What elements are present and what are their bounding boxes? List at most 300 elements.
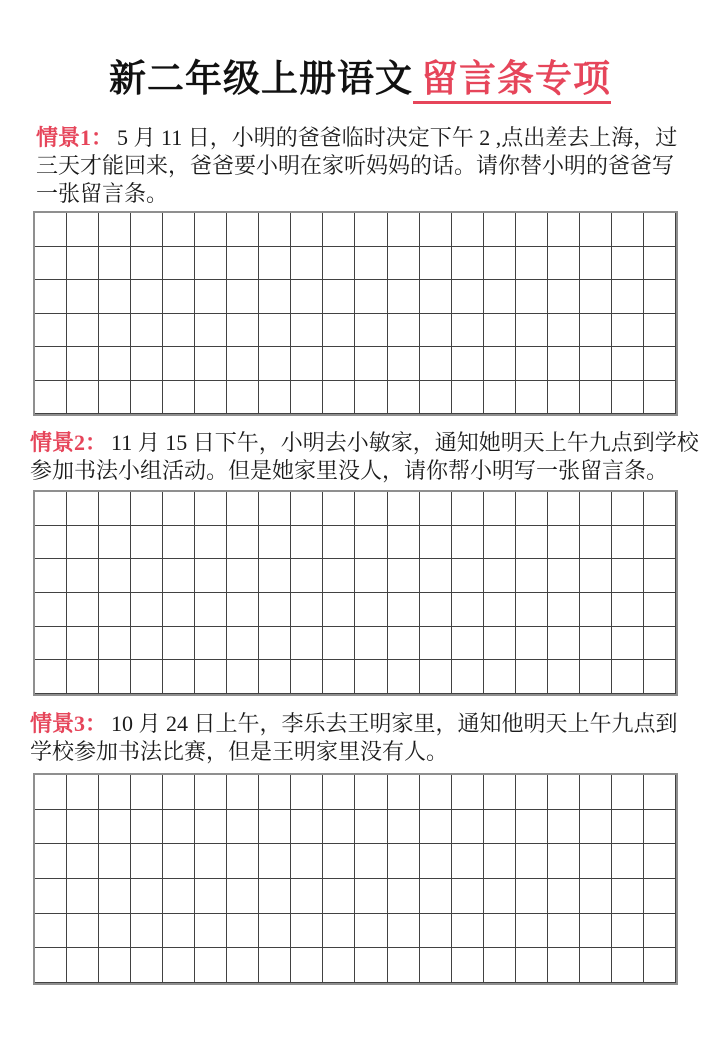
- writing-cell: [99, 280, 131, 314]
- writing-cell: [291, 627, 323, 661]
- writing-cell: [644, 347, 676, 381]
- writing-cell: [163, 381, 195, 415]
- writing-cell: [612, 879, 644, 914]
- scenario-2-text: [30, 429, 699, 485]
- writing-cell: [323, 660, 355, 694]
- writing-cell: [355, 347, 387, 381]
- writing-cell: [99, 879, 131, 914]
- writing-cell: [163, 247, 195, 281]
- writing-cell: [227, 280, 259, 314]
- writing-cell: [259, 526, 291, 560]
- writing-cell: [612, 914, 644, 949]
- writing-cell: [484, 526, 516, 560]
- writing-cell: [516, 593, 548, 627]
- writing-cell: [99, 775, 131, 810]
- writing-cell: [227, 627, 259, 661]
- writing-cell: [580, 381, 612, 415]
- writing-cell: [516, 810, 548, 845]
- writing-cell: [388, 948, 420, 983]
- writing-cell: [195, 559, 227, 593]
- writing-cell: [291, 844, 323, 879]
- writing-cell: [548, 844, 580, 879]
- writing-cell: [227, 347, 259, 381]
- writing-cell: [516, 660, 548, 694]
- writing-cell: [484, 381, 516, 415]
- writing-cell: [67, 347, 99, 381]
- writing-cell: [99, 844, 131, 879]
- writing-cell: [99, 492, 131, 526]
- writing-cell: [388, 280, 420, 314]
- writing-cell: [355, 492, 387, 526]
- scenario-2-line-2: 参加书法小组活动。但是她家里没人，请你帮小明写一张留言条。: [30, 458, 669, 483]
- writing-cell: [420, 492, 452, 526]
- writing-cell: [323, 948, 355, 983]
- writing-cell: [516, 347, 548, 381]
- writing-cell: [227, 314, 259, 348]
- writing-cell: [291, 314, 323, 348]
- writing-cell: [452, 775, 484, 810]
- writing-cell: [388, 879, 420, 914]
- writing-cell: [355, 593, 387, 627]
- writing-cell: [548, 559, 580, 593]
- writing-cell: [227, 844, 259, 879]
- writing-cell: [355, 775, 387, 810]
- writing-cell: [99, 381, 131, 415]
- writing-cell: [388, 314, 420, 348]
- scenario-3-line-2: 学校参加书法比赛，但是王明家里没有人。: [30, 739, 449, 764]
- writing-cell: [227, 914, 259, 949]
- writing-cell: [323, 526, 355, 560]
- writing-cell: [227, 247, 259, 281]
- scenario-3-line-1-text: 10 月 24 日上午，李乐去王明家里，通知他明天上午九点到: [111, 711, 678, 736]
- writing-cell: [259, 381, 291, 415]
- writing-cell: [516, 627, 548, 661]
- writing-cell: [388, 213, 420, 247]
- writing-cell: [67, 526, 99, 560]
- writing-cell: [35, 879, 67, 914]
- writing-cell: [195, 593, 227, 627]
- writing-cell: [67, 593, 99, 627]
- writing-cell: [163, 775, 195, 810]
- writing-cell: [67, 213, 99, 247]
- writing-cell: [195, 844, 227, 879]
- writing-cell: [323, 280, 355, 314]
- writing-cell: [355, 314, 387, 348]
- writing-cell: [612, 526, 644, 560]
- writing-cell: [548, 593, 580, 627]
- writing-cell: [131, 213, 163, 247]
- writing-cell: [291, 280, 323, 314]
- writing-cell: [195, 492, 227, 526]
- writing-cell: [580, 213, 612, 247]
- writing-cell: [355, 914, 387, 949]
- writing-cell: [612, 213, 644, 247]
- writing-cell: [516, 492, 548, 526]
- scenario-1-line-1-text: 5 月 11 日，小明的爸爸临时决定下午 2 ,点出差去上海，过: [117, 125, 678, 150]
- writing-cell: [548, 247, 580, 281]
- writing-cell: [548, 627, 580, 661]
- writing-cell: [516, 775, 548, 810]
- writing-cell: [195, 660, 227, 694]
- writing-cell: [355, 247, 387, 281]
- writing-cell: [131, 381, 163, 415]
- writing-cell: [291, 660, 323, 694]
- writing-cell: [548, 948, 580, 983]
- writing-cell: [548, 347, 580, 381]
- scenario-2-label: 情景2：: [30, 430, 108, 455]
- writing-cell: [484, 844, 516, 879]
- writing-cell: [131, 627, 163, 661]
- writing-cell: [580, 660, 612, 694]
- writing-cell: [259, 213, 291, 247]
- writing-cell: [388, 492, 420, 526]
- writing-cell: [612, 948, 644, 983]
- writing-cell: [420, 844, 452, 879]
- writing-cell: [195, 879, 227, 914]
- scenario-3-text: [30, 710, 678, 766]
- writing-cell: [323, 914, 355, 949]
- writing-cell: [323, 879, 355, 914]
- writing-cell: [195, 526, 227, 560]
- writing-cell: [259, 914, 291, 949]
- writing-cell: [452, 810, 484, 845]
- writing-cell: [131, 314, 163, 348]
- writing-cell: [323, 213, 355, 247]
- writing-cell: [35, 381, 67, 415]
- writing-cell: [291, 879, 323, 914]
- writing-cell: [484, 347, 516, 381]
- writing-cell: [612, 627, 644, 661]
- writing-cell: [195, 627, 227, 661]
- writing-cell: [67, 810, 99, 845]
- writing-cell: [420, 247, 452, 281]
- writing-cell: [388, 247, 420, 281]
- writing-cell: [195, 247, 227, 281]
- writing-cell: [644, 559, 676, 593]
- writing-cell: [131, 280, 163, 314]
- writing-cell: [420, 948, 452, 983]
- writing-cell: [644, 213, 676, 247]
- writing-cell: [35, 914, 67, 949]
- writing-cell: [644, 381, 676, 415]
- writing-cell: [323, 844, 355, 879]
- writing-cell: [131, 810, 163, 845]
- writing-cell: [355, 627, 387, 661]
- writing-cell: [163, 559, 195, 593]
- writing-cell: [195, 381, 227, 415]
- writing-cell: [580, 492, 612, 526]
- writing-cell: [612, 810, 644, 845]
- writing-cell: [163, 347, 195, 381]
- writing-cell: [452, 559, 484, 593]
- writing-cell: [548, 660, 580, 694]
- writing-cell: [484, 247, 516, 281]
- writing-cell: [67, 879, 99, 914]
- writing-cell: [484, 559, 516, 593]
- writing-cell: [484, 810, 516, 845]
- writing-cell: [227, 879, 259, 914]
- writing-cell: [67, 914, 99, 949]
- writing-cell: [452, 660, 484, 694]
- writing-cell: [163, 627, 195, 661]
- writing-cell: [516, 247, 548, 281]
- writing-cell: [612, 559, 644, 593]
- writing-cell: [291, 948, 323, 983]
- writing-cell: [323, 247, 355, 281]
- writing-cell: [291, 914, 323, 949]
- writing-cell: [323, 775, 355, 810]
- writing-cell: [644, 660, 676, 694]
- writing-cell: [580, 810, 612, 845]
- writing-cell: [580, 593, 612, 627]
- writing-cell: [35, 247, 67, 281]
- writing-cell: [291, 526, 323, 560]
- writing-cell: [131, 593, 163, 627]
- writing-cell: [580, 526, 612, 560]
- writing-cell: [259, 314, 291, 348]
- writing-cell: [452, 280, 484, 314]
- writing-cell: [388, 526, 420, 560]
- writing-cell: [420, 775, 452, 810]
- page-title-main: 新二年级上册语文: [109, 59, 413, 100]
- writing-cell: [163, 914, 195, 949]
- writing-cell: [227, 559, 259, 593]
- writing-cell: [484, 914, 516, 949]
- writing-cell: [227, 660, 259, 694]
- writing-cell: [388, 559, 420, 593]
- writing-cell: [580, 559, 612, 593]
- writing-cell: [131, 492, 163, 526]
- writing-cell: [259, 810, 291, 845]
- writing-cell: [388, 775, 420, 810]
- writing-cell: [420, 627, 452, 661]
- writing-cell: [355, 381, 387, 415]
- writing-cell: [388, 660, 420, 694]
- writing-cell: [355, 810, 387, 845]
- page-title-highlight: 留言条专项: [413, 59, 611, 104]
- writing-cell: [388, 593, 420, 627]
- writing-grid-1: [33, 211, 678, 416]
- writing-cell: [516, 314, 548, 348]
- writing-cell: [452, 247, 484, 281]
- writing-cell: [580, 347, 612, 381]
- writing-cell: [484, 492, 516, 526]
- writing-cell: [548, 280, 580, 314]
- writing-cell: [420, 280, 452, 314]
- writing-cell: [163, 314, 195, 348]
- writing-grid-3: [33, 773, 678, 985]
- writing-cell: [484, 627, 516, 661]
- writing-cell: [67, 492, 99, 526]
- writing-cell: [388, 347, 420, 381]
- writing-cell: [291, 247, 323, 281]
- writing-cell: [484, 280, 516, 314]
- writing-cell: [355, 844, 387, 879]
- writing-cell: [35, 593, 67, 627]
- writing-cell: [259, 492, 291, 526]
- writing-cell: [612, 775, 644, 810]
- writing-cell: [388, 627, 420, 661]
- writing-cell: [452, 627, 484, 661]
- writing-cell: [35, 213, 67, 247]
- writing-cell: [580, 627, 612, 661]
- writing-cell: [67, 660, 99, 694]
- writing-cell: [644, 314, 676, 348]
- writing-cell: [580, 314, 612, 348]
- writing-cell: [644, 627, 676, 661]
- scenario-3-label: 情景3：: [30, 711, 108, 736]
- writing-cell: [548, 879, 580, 914]
- writing-cell: [195, 347, 227, 381]
- writing-cell: [323, 381, 355, 415]
- writing-cell: [644, 526, 676, 560]
- writing-cell: [67, 775, 99, 810]
- writing-cell: [131, 948, 163, 983]
- writing-cell: [452, 948, 484, 983]
- writing-cell: [548, 914, 580, 949]
- writing-cell: [259, 775, 291, 810]
- writing-cell: [452, 914, 484, 949]
- writing-cell: [67, 280, 99, 314]
- writing-cell: [99, 526, 131, 560]
- writing-cell: [99, 213, 131, 247]
- writing-cell: [35, 627, 67, 661]
- writing-cell: [580, 280, 612, 314]
- writing-cell: [420, 559, 452, 593]
- writing-cell: [548, 810, 580, 845]
- writing-cell: [388, 810, 420, 845]
- writing-cell: [612, 593, 644, 627]
- writing-cell: [195, 775, 227, 810]
- writing-cell: [323, 559, 355, 593]
- writing-cell: [355, 879, 387, 914]
- writing-cell: [516, 559, 548, 593]
- writing-cell: [131, 844, 163, 879]
- writing-cell: [227, 526, 259, 560]
- writing-cell: [355, 660, 387, 694]
- writing-cell: [612, 280, 644, 314]
- writing-cell: [195, 948, 227, 983]
- writing-cell: [420, 314, 452, 348]
- writing-cell: [99, 948, 131, 983]
- scenario-3-line-1: [30, 710, 678, 738]
- writing-cell: [291, 381, 323, 415]
- scenario-1-line-2: 三天才能回来，爸爸要小明在家听妈妈的话。请你替小明的爸爸写: [36, 153, 675, 178]
- writing-cell: [580, 948, 612, 983]
- writing-cell: [99, 559, 131, 593]
- writing-cell: [323, 593, 355, 627]
- writing-cell: [644, 914, 676, 949]
- writing-cell: [612, 381, 644, 415]
- writing-cell: [484, 660, 516, 694]
- writing-cell: [420, 914, 452, 949]
- writing-cell: [35, 844, 67, 879]
- writing-cell: [291, 593, 323, 627]
- writing-cell: [516, 844, 548, 879]
- writing-cell: [35, 314, 67, 348]
- writing-cell: [259, 593, 291, 627]
- writing-cell: [323, 314, 355, 348]
- writing-cell: [99, 627, 131, 661]
- writing-cell: [227, 492, 259, 526]
- writing-cell: [227, 381, 259, 415]
- writing-cell: [484, 948, 516, 983]
- writing-cell: [516, 914, 548, 949]
- writing-cell: [644, 810, 676, 845]
- writing-cell: [35, 492, 67, 526]
- writing-cell: [452, 347, 484, 381]
- page-title: [0, 48, 720, 102]
- writing-grid-2: [33, 490, 678, 696]
- writing-cell: [163, 526, 195, 560]
- writing-cell: [259, 347, 291, 381]
- scenario-1-line-3: 一张留言条。: [36, 181, 169, 206]
- writing-cell: [644, 879, 676, 914]
- writing-cell: [355, 280, 387, 314]
- writing-cell: [131, 914, 163, 949]
- writing-cell: [644, 948, 676, 983]
- writing-cell: [67, 559, 99, 593]
- writing-cell: [452, 492, 484, 526]
- writing-cell: [452, 213, 484, 247]
- writing-cell: [195, 314, 227, 348]
- writing-cell: [516, 381, 548, 415]
- writing-cell: [420, 347, 452, 381]
- writing-cell: [484, 593, 516, 627]
- scenario-2-line-1: [30, 429, 699, 457]
- writing-cell: [131, 879, 163, 914]
- writing-cell: [516, 213, 548, 247]
- writing-cell: [35, 559, 67, 593]
- writing-cell: [516, 526, 548, 560]
- writing-cell: [644, 280, 676, 314]
- writing-cell: [67, 314, 99, 348]
- writing-cell: [580, 775, 612, 810]
- writing-cell: [131, 559, 163, 593]
- writing-cell: [452, 844, 484, 879]
- writing-cell: [67, 948, 99, 983]
- writing-cell: [163, 948, 195, 983]
- writing-cell: [355, 526, 387, 560]
- writing-cell: [163, 879, 195, 914]
- writing-cell: [227, 948, 259, 983]
- writing-cell: [259, 844, 291, 879]
- writing-cell: [420, 810, 452, 845]
- writing-cell: [99, 810, 131, 845]
- writing-cell: [291, 810, 323, 845]
- writing-cell: [291, 492, 323, 526]
- writing-cell: [548, 314, 580, 348]
- writing-cell: [452, 593, 484, 627]
- writing-cell: [227, 775, 259, 810]
- writing-cell: [35, 810, 67, 845]
- writing-cell: [163, 593, 195, 627]
- writing-cell: [580, 247, 612, 281]
- writing-cell: [163, 844, 195, 879]
- writing-cell: [35, 347, 67, 381]
- writing-cell: [99, 314, 131, 348]
- writing-cell: [388, 381, 420, 415]
- writing-cell: [163, 810, 195, 845]
- writing-cell: [35, 948, 67, 983]
- writing-cell: [644, 775, 676, 810]
- writing-cell: [420, 879, 452, 914]
- writing-cell: [131, 775, 163, 810]
- writing-cell: [420, 526, 452, 560]
- writing-cell: [259, 559, 291, 593]
- writing-cell: [195, 914, 227, 949]
- writing-cell: [259, 280, 291, 314]
